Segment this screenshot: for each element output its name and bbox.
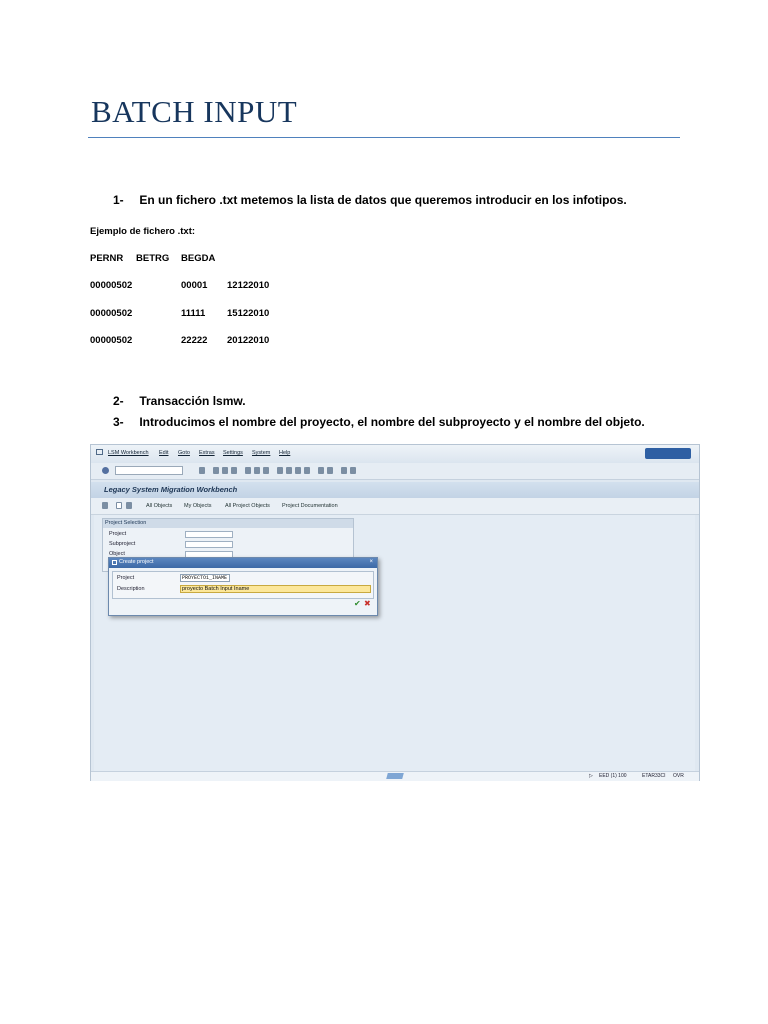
cell-begda: 12122010: [227, 280, 270, 291]
print-icon[interactable]: [245, 467, 251, 474]
subproject-label: Subproject: [109, 541, 136, 547]
cancel-icon[interactable]: [231, 467, 237, 474]
project-label: Project: [109, 531, 127, 537]
cell-betrg: 00001: [181, 280, 208, 291]
title-rule: [88, 137, 680, 138]
step-number: 1-: [113, 193, 124, 207]
cell-betrg: 11111: [181, 308, 206, 319]
all-objects-button[interactable]: All Objects: [146, 503, 173, 509]
menu-bar: [91, 445, 699, 463]
application-toolbar: [91, 498, 699, 515]
close-icon[interactable]: ×: [369, 559, 373, 565]
cell-begda: 20122010: [227, 335, 270, 346]
description-label: Description: [117, 586, 145, 592]
next-page-icon[interactable]: [295, 467, 301, 474]
last-page-icon[interactable]: [304, 467, 310, 474]
change-icon[interactable]: [126, 502, 132, 509]
cell-begda: 15122010: [227, 308, 270, 319]
first-page-icon[interactable]: [277, 467, 283, 474]
exit-icon[interactable]: [222, 467, 228, 474]
shortcut-icon[interactable]: [327, 467, 333, 474]
cell-pernr: 00000502: [90, 335, 133, 346]
menu-lsm-workbench[interactable]: LSM Workbench: [108, 450, 149, 456]
cancel-icon[interactable]: ✖: [364, 599, 371, 608]
menu-help[interactable]: Help: [279, 450, 291, 456]
object-label: Object: [109, 551, 125, 557]
menu-edit[interactable]: Edit: [159, 450, 169, 456]
back-icon[interactable]: [213, 467, 219, 474]
my-objects-button[interactable]: My Objects: [184, 503, 212, 509]
group-header: [103, 519, 353, 528]
save-icon[interactable]: [199, 467, 205, 474]
menu-goto[interactable]: Goto: [178, 450, 190, 456]
step-1: [113, 193, 627, 207]
step-text: Introducimos el nombre del proyecto, el nombre del subproyecto y el nombre del objeto.: [139, 415, 645, 429]
layout-icon[interactable]: [350, 467, 356, 474]
project-field[interactable]: [185, 531, 233, 538]
create-icon[interactable]: [116, 502, 122, 509]
example-label: Ejemplo de fichero .txt:: [90, 226, 196, 237]
header-pernr: PERNR: [90, 253, 124, 264]
subproject-field[interactable]: [185, 541, 233, 548]
step-number: 3-: [113, 415, 124, 429]
cell-pernr: 00000502: [90, 280, 133, 291]
cell-betrg: 22222: [181, 335, 208, 346]
system-info[interactable]: EED (1) 100: [599, 773, 627, 779]
step-3: [113, 415, 645, 429]
menu-system[interactable]: System: [252, 450, 271, 456]
step-text: En un fichero .txt metemos la lista de datos que queremos introducir en los infotipos.: [139, 193, 627, 207]
window-title: Legacy System Migration Workbench: [104, 485, 238, 494]
input-mode[interactable]: OVR: [673, 773, 684, 779]
title-bar: [91, 482, 699, 498]
menu-settings[interactable]: Settings: [223, 450, 243, 456]
all-project-objects-button[interactable]: All Project Objects: [225, 503, 270, 509]
dialog-icon: [112, 560, 117, 565]
step-number: 2-: [113, 394, 124, 408]
header-begda: BEGDA: [181, 253, 216, 264]
project-documentation-button[interactable]: Project Documentation: [282, 503, 338, 509]
header-betrg: BETRG: [136, 253, 170, 264]
execute-icon[interactable]: [102, 502, 108, 509]
command-field[interactable]: [115, 466, 183, 475]
step-2: [113, 394, 246, 408]
sap-logo: [386, 773, 404, 779]
project-label: Project: [117, 575, 135, 581]
ok-code-icon[interactable]: [102, 467, 109, 474]
status-expand-icon[interactable]: ▷: [589, 773, 593, 779]
content-area: [94, 515, 695, 771]
menu-extras[interactable]: Extras: [199, 450, 215, 456]
cell-pernr: 00000502: [90, 308, 133, 319]
document-title: BATCH INPUT: [91, 94, 298, 129]
find-icon[interactable]: [254, 467, 260, 474]
step-text: Transacción lsmw.: [139, 394, 246, 408]
prev-page-icon[interactable]: [286, 467, 292, 474]
create-project-dialog: [108, 557, 378, 616]
window-controls[interactable]: [645, 448, 691, 459]
confirm-icon[interactable]: ✔: [354, 599, 361, 608]
project-input[interactable]: PROYECTO1_INAME: [180, 574, 230, 582]
status-bar: [91, 771, 699, 781]
group-title: Project Selection: [105, 520, 147, 526]
new-session-icon[interactable]: [318, 467, 324, 474]
dialog-header: [109, 558, 377, 568]
dialog-title: Create project: [119, 559, 154, 565]
dialog-body: [112, 571, 374, 599]
help-icon[interactable]: [341, 467, 347, 474]
standard-toolbar: [91, 463, 699, 480]
description-input[interactable]: proyecto Batch Input Iname: [180, 585, 371, 593]
menu-icon[interactable]: [96, 449, 103, 455]
server-info: ETAR33CI: [642, 773, 666, 779]
find-next-icon[interactable]: [263, 467, 269, 474]
